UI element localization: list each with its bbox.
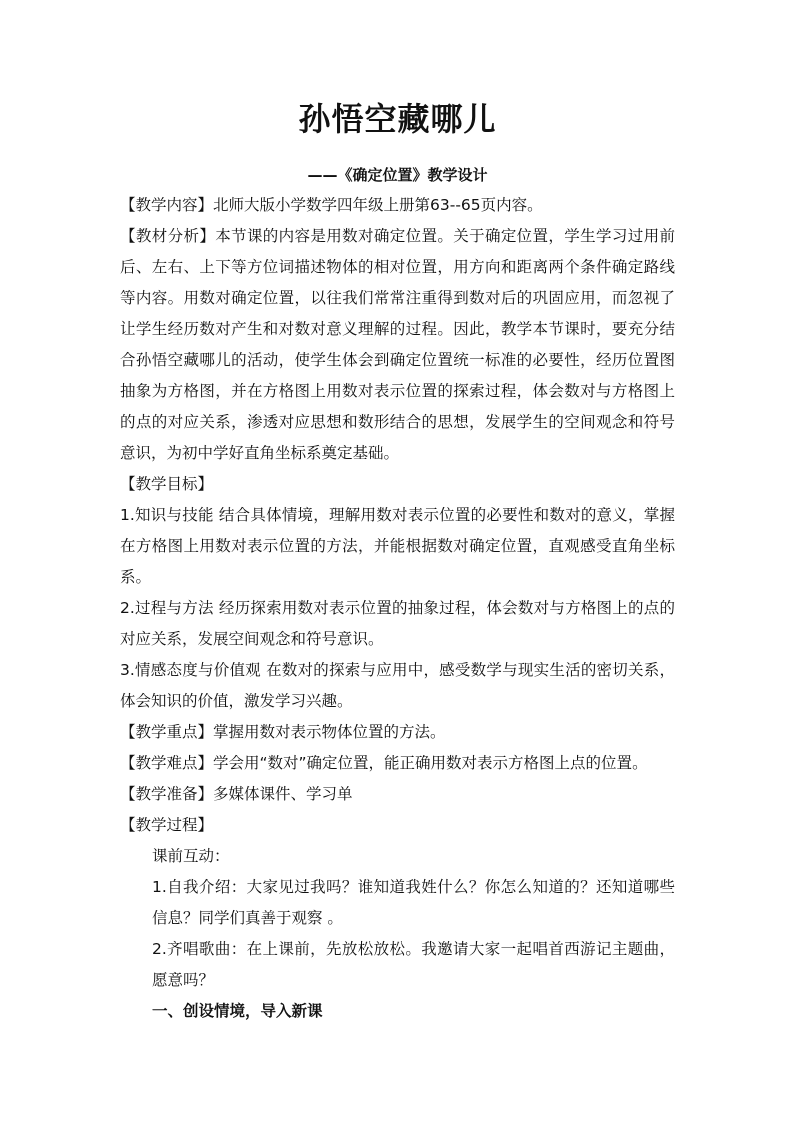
teaching-key-point: 【教学重点】掌握用数对表示物体位置的方法。: [120, 723, 446, 742]
teaching-preparation: 【教学准备】多媒体课件、学习单: [120, 785, 353, 804]
document-subtitle: ——《确定位置》教学设计: [307, 166, 488, 185]
material-analysis: 【教材分析】本节课的内容是用数对确定位置。关于确定位置，学生学习过用前后、左右、上下等方位词描述物体的相对位置，用方向和距离两个条件确定路线等内容。用数对确定位置，以往我们常常注重得到数对后的巩固应用，而忽视了让学生经历数对产生和对数对意义理解的过程。因此，教学本节课时，要充分结合孙悟空藏哪儿的活动，使学生体会到确定位置统一标准的必要性，经历位置图抽象为方格图，并在方格图上用数对表示位置的探索过程，体会数对与方格图上的点的对应关系，渗透对应思想和数形结合的思想，发展学生的空间观念和符号意识，为初中学好直角坐标系奠定基础。: [120, 227, 675, 463]
teaching-goals-heading: 【教学目标】: [120, 475, 214, 494]
teaching-content: 【教学内容】北师大版小学数学四年级上册第63--65页内容。: [120, 196, 543, 215]
section-1-heading: 一、创设情境，导入新课: [152, 1002, 323, 1021]
goal-process-method: 2.过程与方法 经历探索用数对表示位置的抽象过程，体会数对与方格图上的点的对应关系，发展空间观念和符号意识。: [120, 599, 675, 649]
pre-class-interaction: 课前互动：: [152, 847, 230, 866]
teaching-difficulty: 【教学难点】学会用“数对”确定位置，能正确用数对表示方格图上点的位置。: [120, 754, 648, 773]
goal-emotion-values: 3.情感态度与价值观 在数对的探索与应用中，感受数学与现实生活的密切关系，体会知识的价值，激发学习兴趣。: [120, 661, 675, 711]
pre-class-item-1: 1.自我介绍：大家见过我吗？谁知道我姓什么？你怎么知道的？还知道哪些信息？同学们真善于观察 。: [152, 878, 675, 928]
goal-knowledge-skills: 1.知识与技能 结合具体情境，理解用数对表示位置的必要性和数对的意义，掌握在方格图上用数对表示位置的方法，并能根据数对确定位置，直观感受直角坐标系。: [120, 506, 675, 587]
document-title: 孙悟空藏哪儿: [298, 100, 497, 138]
pre-class-item-2: 2.齐唱歌曲：在上课前，先放松放松。我邀请大家一起唱首西游记主题曲，愿意吗？: [152, 940, 675, 990]
teaching-process-heading: 【教学过程】: [120, 816, 214, 835]
document-page: [120, 92, 675, 1027]
